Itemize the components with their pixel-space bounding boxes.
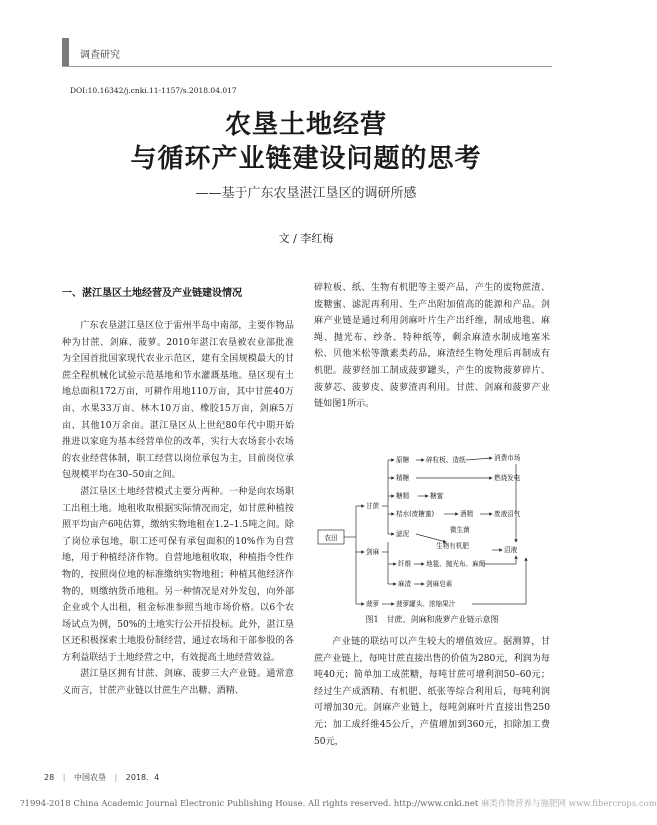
article-title-line-2: 与循环产业链建设问题的思考 bbox=[130, 144, 482, 174]
section-bar bbox=[62, 38, 69, 66]
waste-water-label: 废液沼气 bbox=[494, 510, 521, 518]
author: 文 / 李红梅 bbox=[278, 232, 334, 245]
journal-name: 中国农垦 bbox=[73, 773, 106, 782]
article-subtitle: ——基于广东农垦湛江垦区的调研所感 bbox=[195, 186, 417, 201]
figure-caption: 图1 甘蔗、剑麻和菠萝产业链示意图 bbox=[365, 615, 499, 624]
biogas-label: 沼液 bbox=[504, 546, 518, 554]
sisal-residue-label: 麻渣 bbox=[398, 580, 412, 588]
section-label: 调查研究 bbox=[80, 50, 120, 61]
microbe-label: 微生菌 bbox=[450, 526, 470, 534]
page-footer: 28 | 中国农垦 | 2018．4 bbox=[44, 773, 160, 782]
consumer-label: 消费市场 bbox=[494, 454, 521, 462]
pineapple-can-label: 菠萝罐头、浓缩果汁 bbox=[396, 600, 456, 608]
right-column-lower bbox=[314, 634, 550, 750]
doi: DOI:10.16342/j.cnki.11-1157/s.2018.04.017 bbox=[70, 86, 237, 95]
fiber-label: 纤维 bbox=[398, 560, 412, 568]
cane-label: 甘蔗 bbox=[366, 502, 380, 510]
molasses-label: 糖蜜 bbox=[430, 492, 444, 500]
fiber-products-label: 地毯、抛光布、麻绳 bbox=[426, 560, 486, 568]
copyright-text: ?1994-2018 China Academic Journal Electronic Publishing House. All rights reserved. http://www.cnki.net bbox=[20, 799, 479, 809]
bio-fertilizer-label: 生物有机肥 bbox=[436, 542, 469, 550]
alcohol-label: 酒精 bbox=[460, 510, 474, 518]
paragraph: 湛江垦区拥有甘蔗、剑麻、菠萝三大产业链。通常意义而言，甘蔗产业链以甘蔗生产出糖、酒精、 bbox=[62, 669, 294, 697]
sugar-pulp-label: 糖精 bbox=[396, 492, 410, 500]
industry-chain-diagram bbox=[316, 446, 550, 612]
paragraph: 产业链的联结可以产生较大的增值效应。据测算，甘蔗产业链上，每吨甘蔗直接出售的价值为280元，利润为每吨40元；简单加工成蔗糖，每吨甘蔗可增利润50–60元；经过生产成酒精、有机肥、纸张等综合利用后，每吨利润可增加30元。剑麻产业链上，每吨剑麻叶片直接出售250元；加工成纤维45公斤，产值增加到360元，扣除加工费50元， bbox=[314, 637, 550, 747]
raw-sugar-label: 原糖 bbox=[396, 456, 410, 464]
watermark-text: 麻类作物营养与施肥网 www.fibercrops.com bbox=[481, 799, 657, 809]
article-title-line-1: 农垦土地经营 bbox=[224, 110, 387, 140]
journal-issue: 2018．4 bbox=[125, 773, 160, 782]
sisal-label: 剑麻 bbox=[366, 548, 380, 556]
sisal-hormone-label: 剑麻皂素 bbox=[426, 580, 453, 588]
page-number: 28 bbox=[44, 773, 55, 782]
particle-board-label: 碎粒板、造纸 bbox=[426, 456, 466, 464]
burn-power-label: 燃烧发电 bbox=[494, 474, 521, 482]
bagasse-label: 桔水(废糖蜜) bbox=[396, 510, 435, 518]
right-column bbox=[314, 280, 550, 413]
copyright-line bbox=[20, 797, 657, 809]
refined-sugar-label: 精糖 bbox=[396, 474, 410, 482]
filter-mud-label: 滤泥 bbox=[396, 530, 410, 538]
header-divider bbox=[62, 66, 552, 67]
paragraph: 碎粒板、纸、生物有机肥等主要产品，产生的废物蔗渣、废糖蜜、滤泥再利用、生产出附加值高的能源和产品。剑麻产业链是通过利用剑麻叶片生产出纤维，制成地毯、麻绳、抛光布、纱条、特种纸等，剩余麻渣水制成地塞米松、贝他米松等激素类药品，麻渣经生物处理后再制成有机肥。菠萝经加工制成菠萝罐头，产生的废物菠萝碎片、菠萝芯、菠萝皮、菠萝渣再利用。甘蔗、剑麻和菠萝产业链如图1所示。 bbox=[314, 283, 550, 410]
pineapple-label: 菠萝 bbox=[366, 600, 380, 608]
paragraph: 湛江垦区土地经营模式主要分两种。一种是向农场职工出租土地。地租收取根据实际情况而定，如甘蔗种植按照平均亩产6吨估算，缴纳实物地租在1.2–1.5吨之间。除了岗位承包地，职工还可保有承包面积的10%作为自营地，用于种植经济作物。自营地地租收取，种植指令性作物的，按照岗位地的标准缴纳实物地租；种植其他经济作物的，则缴纳货币地租。另一种情况是对外发包，向外部企业或个人出租，租金标准参照当地市场价格。以6个农场试点为例，50%的土地实行公开招投标。此外，湛江垦区还积极探索土地股份制经营，通过农场和干部参股的各方利益联结于土地经营之中，有效提高土地经营效益。 bbox=[62, 486, 294, 663]
left-column bbox=[62, 318, 294, 700]
section-heading: 一、湛江垦区土地经营及产业链建设情况 bbox=[62, 288, 242, 299]
paragraph: 广东农垦湛江垦区位于雷州半岛中南部，主要作物品种为甘蔗、剑麻、菠萝。2010年湛江农垦被农业部批准为全国首批国家现代农业示范区，建有全国规模最大的甘蔗全程机械化试验示范基地和节水灌溉基地。垦区现有土地总面积172万亩，可耕作用地110万亩，其中甘蔗40万亩、水果33万亩、林木10万亩、橡胶15万亩，剑麻5万亩、其他10万余亩。湛江垦区从上世纪80年代中期开始推进以家庭为基本经营单位的改革，实行大农场套小农场的农业经营体制，职工经营以岗位承包为主，目前岗位承包规模平均在30–50亩之间。 bbox=[62, 321, 294, 481]
farm-label: 农田 bbox=[324, 534, 338, 542]
